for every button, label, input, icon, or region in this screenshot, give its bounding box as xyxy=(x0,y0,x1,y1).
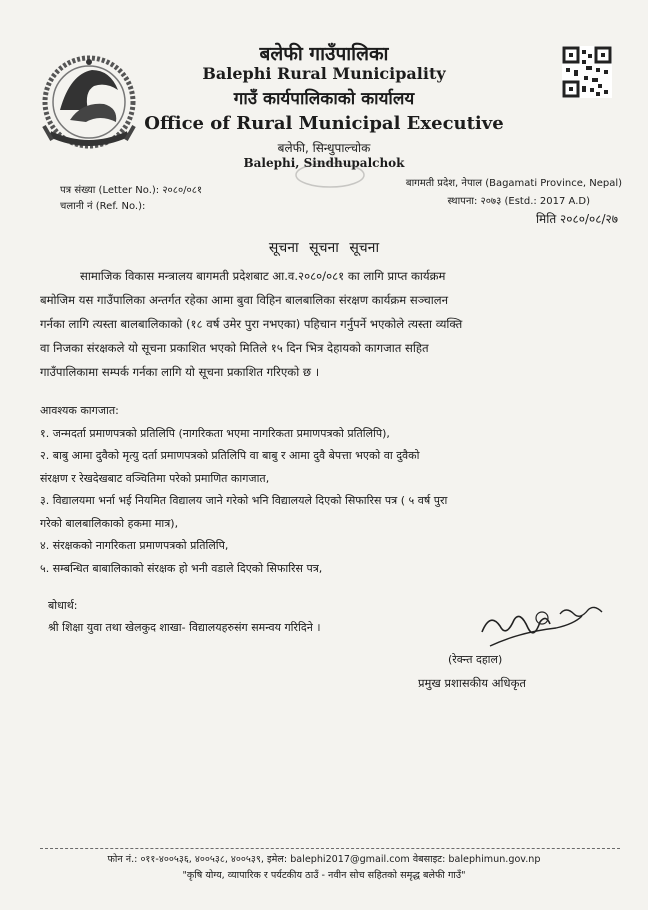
reference-number: चलानी नं (Ref. No.): xyxy=(60,201,146,212)
office-name-np: गाउँ कार्यपालिकाको कार्यालय xyxy=(233,89,415,109)
notice-date: मिति २०८०/०८/२७ xyxy=(535,212,618,226)
cc-line: श्री शिक्षा युवा तथा खेलकुद शाखा- विद्यालयहरुसंग समन्वय गरिदिने । xyxy=(48,621,321,634)
footer-contact: फोन नं.: ०११-४००५३६, ४००५३८, ४००५३९, इमेल: balephi2017@gmail.com वेबसाइट: balephimun.gov.np xyxy=(107,854,541,865)
body-line: बमोजिम यस गाउँपालिका अन्तर्गत रहेका आमा बुवा विहिन बालबालिका संरक्षण कार्यक्रम सञ्चालन xyxy=(40,293,449,307)
letter-number: पत्र संख्या (Letter No.): २०८०/०८१ xyxy=(60,185,203,196)
faint-stamp-mark xyxy=(292,160,368,190)
section-heading: आवश्यक कागजात: xyxy=(40,404,119,417)
body-line: वा निजका संरक्षकले यो सूचना प्रकाशित भएको मितिले १५ दिन भित्र देहायको कागजात सहित xyxy=(40,341,429,355)
footer-slogan: "कृषि योग्य, व्यापारिक र पर्यटकीय ठाउँ - नवीन सोच सहितको समृद्ध बलेफी गाउँ" xyxy=(182,870,466,881)
cc-heading: बोधार्थ: xyxy=(48,599,78,612)
signatory-name: (रेक्न्त दहाल) xyxy=(448,653,503,666)
list-item: ४. संरक्षकको नागरिकता प्रमाणपत्रको प्रतिलिपि, xyxy=(40,539,229,552)
list-item: संरक्षण र रेखदेखबाट वञ्चितिमा परेको प्रमाणित कागजात, xyxy=(40,471,270,485)
list-item: १. जन्मदर्ता प्रमाणपत्रको प्रतिलिपि (नागरिकता भएमा नागरिकता प्रमाणपत्रको प्रतिलिपि), xyxy=(40,426,390,440)
body-line: गाउँपालिकामा सम्पर्क गर्नका लागि यो सूचना प्रकाशित गरिएको छ । xyxy=(40,365,320,379)
list-item: गरेको बालबालिकाको हकमा मात्र), xyxy=(40,516,179,530)
office-name-en: Office of Rural Municipal Executive xyxy=(144,113,504,134)
list-item: २. बाबु आमा दुवैको मृत्यु दर्ता प्रमाणपत्रको प्रतिलिपि वा बाबु र आमा दुवै बेपत्ता भएको वा दुवैको xyxy=(40,449,420,462)
footer-divider xyxy=(40,848,620,849)
municipality-name-en: Balephi Rural Municipality xyxy=(202,64,446,83)
place-en: Balephi, Sindhupalchok xyxy=(243,156,405,170)
notice-body xyxy=(40,264,622,384)
established-line: स्थापना: २०७३ (Estd.: 2017 A.D) xyxy=(447,196,590,207)
province-line: बागमती प्रदेश, नेपाल (Bagamati Province, Nepal) xyxy=(405,178,622,189)
required-documents xyxy=(40,400,622,580)
list-item: ५. सम्बन्धित बाबालिकाको संरक्षक हो भनी वडाले दिएको सिफारिस पत्र, xyxy=(40,561,323,575)
body-line: सामाजिक विकास मन्त्रालय बागमती प्रदेशबाट आ.व.२०८०/०८१ का लागि प्राप्त कार्यक्रम xyxy=(80,269,446,283)
municipality-name-np: बलेफी गाउँपालिका xyxy=(259,43,389,65)
list-item: ३. विद्यालयमा भर्ना भई नियमित विद्यालय जाने गरेको भनि विद्यालयले दिएको सिफारिस पत्र ( ५ वर्ष पुरा xyxy=(40,494,448,507)
body-line: गर्नका लागि त्यस्ता बालबालिकाको (१८ वर्ष उमेर पुरा नभएका) पहिचान गर्नुपर्ने भएकोले त्यस्ता व्यक्ति xyxy=(40,317,463,331)
place-np: बलेफी, सिन्धुपाल्चोक xyxy=(277,141,371,155)
signatory-title: प्रमुख प्रशासकीय अधिकृत xyxy=(418,676,526,690)
notice-title: सूचना सूचना सूचना xyxy=(268,240,380,256)
